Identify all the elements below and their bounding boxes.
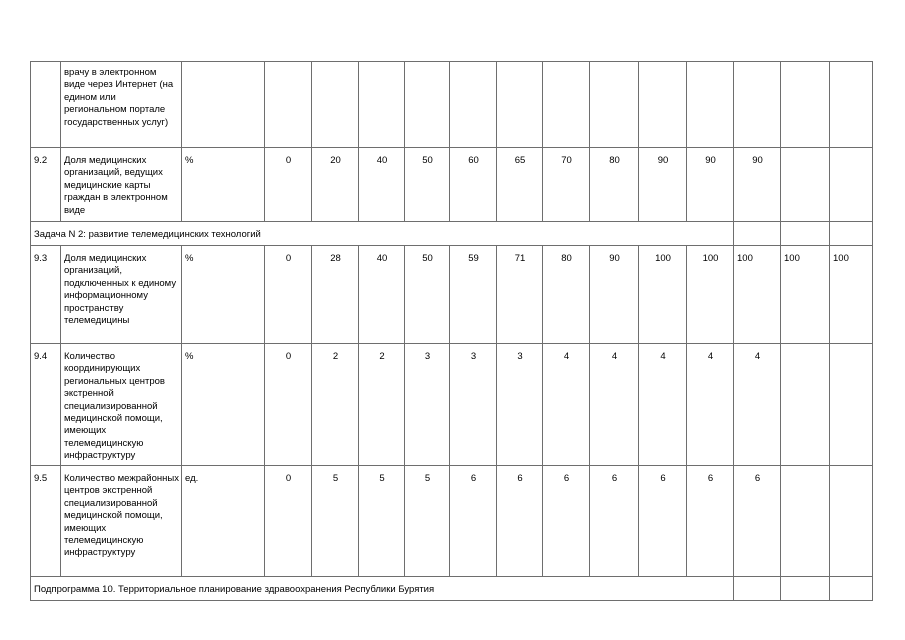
section-heading: Подпрограмма 10. Территориальное планирование здравоохранения Республики Бурятия: [31, 577, 734, 601]
value-cell: [450, 62, 497, 148]
value-cell: 100: [781, 246, 830, 344]
indicator-name: Доля медицинских организаций, подключенных к единому информационному пространству телемедицины: [61, 246, 182, 344]
value-cell: 0: [265, 344, 312, 466]
value-cell: 4: [639, 344, 687, 466]
value-cell: 2: [359, 344, 405, 466]
value-cell: 0: [265, 466, 312, 577]
section-heading: Задача N 2: развитие телемедицинских технологий: [31, 222, 734, 246]
table-row: [31, 344, 873, 466]
empty-cell: [830, 577, 873, 601]
section-row: [31, 577, 873, 601]
value-cell: 70: [543, 148, 590, 222]
value-cell: 6: [734, 466, 781, 577]
value-cell: 0: [265, 246, 312, 344]
value-cell: 100: [639, 246, 687, 344]
table-row: [31, 62, 873, 148]
value-cell: 6: [687, 466, 734, 577]
value-cell: 6: [497, 466, 543, 577]
section-row: [31, 222, 873, 246]
value-cell: 4: [590, 344, 639, 466]
value-cell: 50: [405, 246, 450, 344]
value-cell: 2: [312, 344, 359, 466]
indicator-name: Доля медицинских организаций, ведущих медицинские карты граждан в электронном виде: [61, 148, 182, 222]
value-cell: 59: [450, 246, 497, 344]
empty-cell: [734, 577, 781, 601]
table-row: [31, 466, 873, 577]
value-cell: 5: [312, 466, 359, 577]
value-cell: [781, 344, 830, 466]
empty-cell: [781, 577, 830, 601]
row-number: 9.4: [31, 344, 61, 466]
row-number: 9.2: [31, 148, 61, 222]
row-number: 9.3: [31, 246, 61, 344]
value-cell: [590, 62, 639, 148]
value-cell: 100: [734, 246, 781, 344]
value-cell: 3: [497, 344, 543, 466]
indicators-table: [30, 61, 873, 601]
value-cell: [781, 62, 830, 148]
value-cell: [312, 62, 359, 148]
value-cell: 6: [639, 466, 687, 577]
value-cell: [830, 62, 873, 148]
value-cell: 0: [265, 148, 312, 222]
value-cell: 80: [543, 246, 590, 344]
empty-cell: [781, 222, 830, 246]
table-row: [31, 246, 873, 344]
value-cell: 100: [830, 246, 873, 344]
value-cell: [405, 62, 450, 148]
unit-cell: [182, 62, 265, 148]
row-number: [31, 62, 61, 148]
value-cell: 40: [359, 246, 405, 344]
value-cell: 100: [687, 246, 734, 344]
unit-cell: ед.: [182, 466, 265, 577]
value-cell: 5: [359, 466, 405, 577]
value-cell: [734, 62, 781, 148]
unit-cell: %: [182, 148, 265, 222]
value-cell: 50: [405, 148, 450, 222]
value-cell: 20: [312, 148, 359, 222]
value-cell: 90: [590, 246, 639, 344]
value-cell: 5: [405, 466, 450, 577]
value-cell: 28: [312, 246, 359, 344]
value-cell: 6: [543, 466, 590, 577]
value-cell: 6: [590, 466, 639, 577]
indicator-name: Количество межрайонных центров экстренной специализированной медицинской помощи, имеющих телемедицинскую инфраструктуру: [61, 466, 182, 577]
indicator-name: Количество координирующих региональных центров экстренной специализированной медицинской помощи, имеющих телемедицинскую инфраструктуру: [61, 344, 182, 466]
value-cell: 3: [405, 344, 450, 466]
value-cell: [830, 148, 873, 222]
value-cell: 90: [734, 148, 781, 222]
unit-cell: %: [182, 246, 265, 344]
value-cell: 90: [639, 148, 687, 222]
value-cell: 60: [450, 148, 497, 222]
value-cell: 40: [359, 148, 405, 222]
value-cell: 4: [543, 344, 590, 466]
value-cell: 4: [734, 344, 781, 466]
empty-cell: [734, 222, 781, 246]
value-cell: [639, 62, 687, 148]
row-number: 9.5: [31, 466, 61, 577]
value-cell: [265, 62, 312, 148]
value-cell: 80: [590, 148, 639, 222]
value-cell: [687, 62, 734, 148]
value-cell: [497, 62, 543, 148]
empty-cell: [830, 222, 873, 246]
indicator-name: врачу в электронном виде через Интернет (на едином или региональном портале государственных услуг): [61, 62, 182, 148]
value-cell: 90: [687, 148, 734, 222]
value-cell: [830, 344, 873, 466]
value-cell: 6: [450, 466, 497, 577]
unit-cell: %: [182, 344, 265, 466]
value-cell: [830, 466, 873, 577]
value-cell: [543, 62, 590, 148]
value-cell: [781, 148, 830, 222]
value-cell: [359, 62, 405, 148]
value-cell: 3: [450, 344, 497, 466]
value-cell: 65: [497, 148, 543, 222]
table-row: [31, 148, 873, 222]
value-cell: 71: [497, 246, 543, 344]
value-cell: 4: [687, 344, 734, 466]
value-cell: [781, 466, 830, 577]
